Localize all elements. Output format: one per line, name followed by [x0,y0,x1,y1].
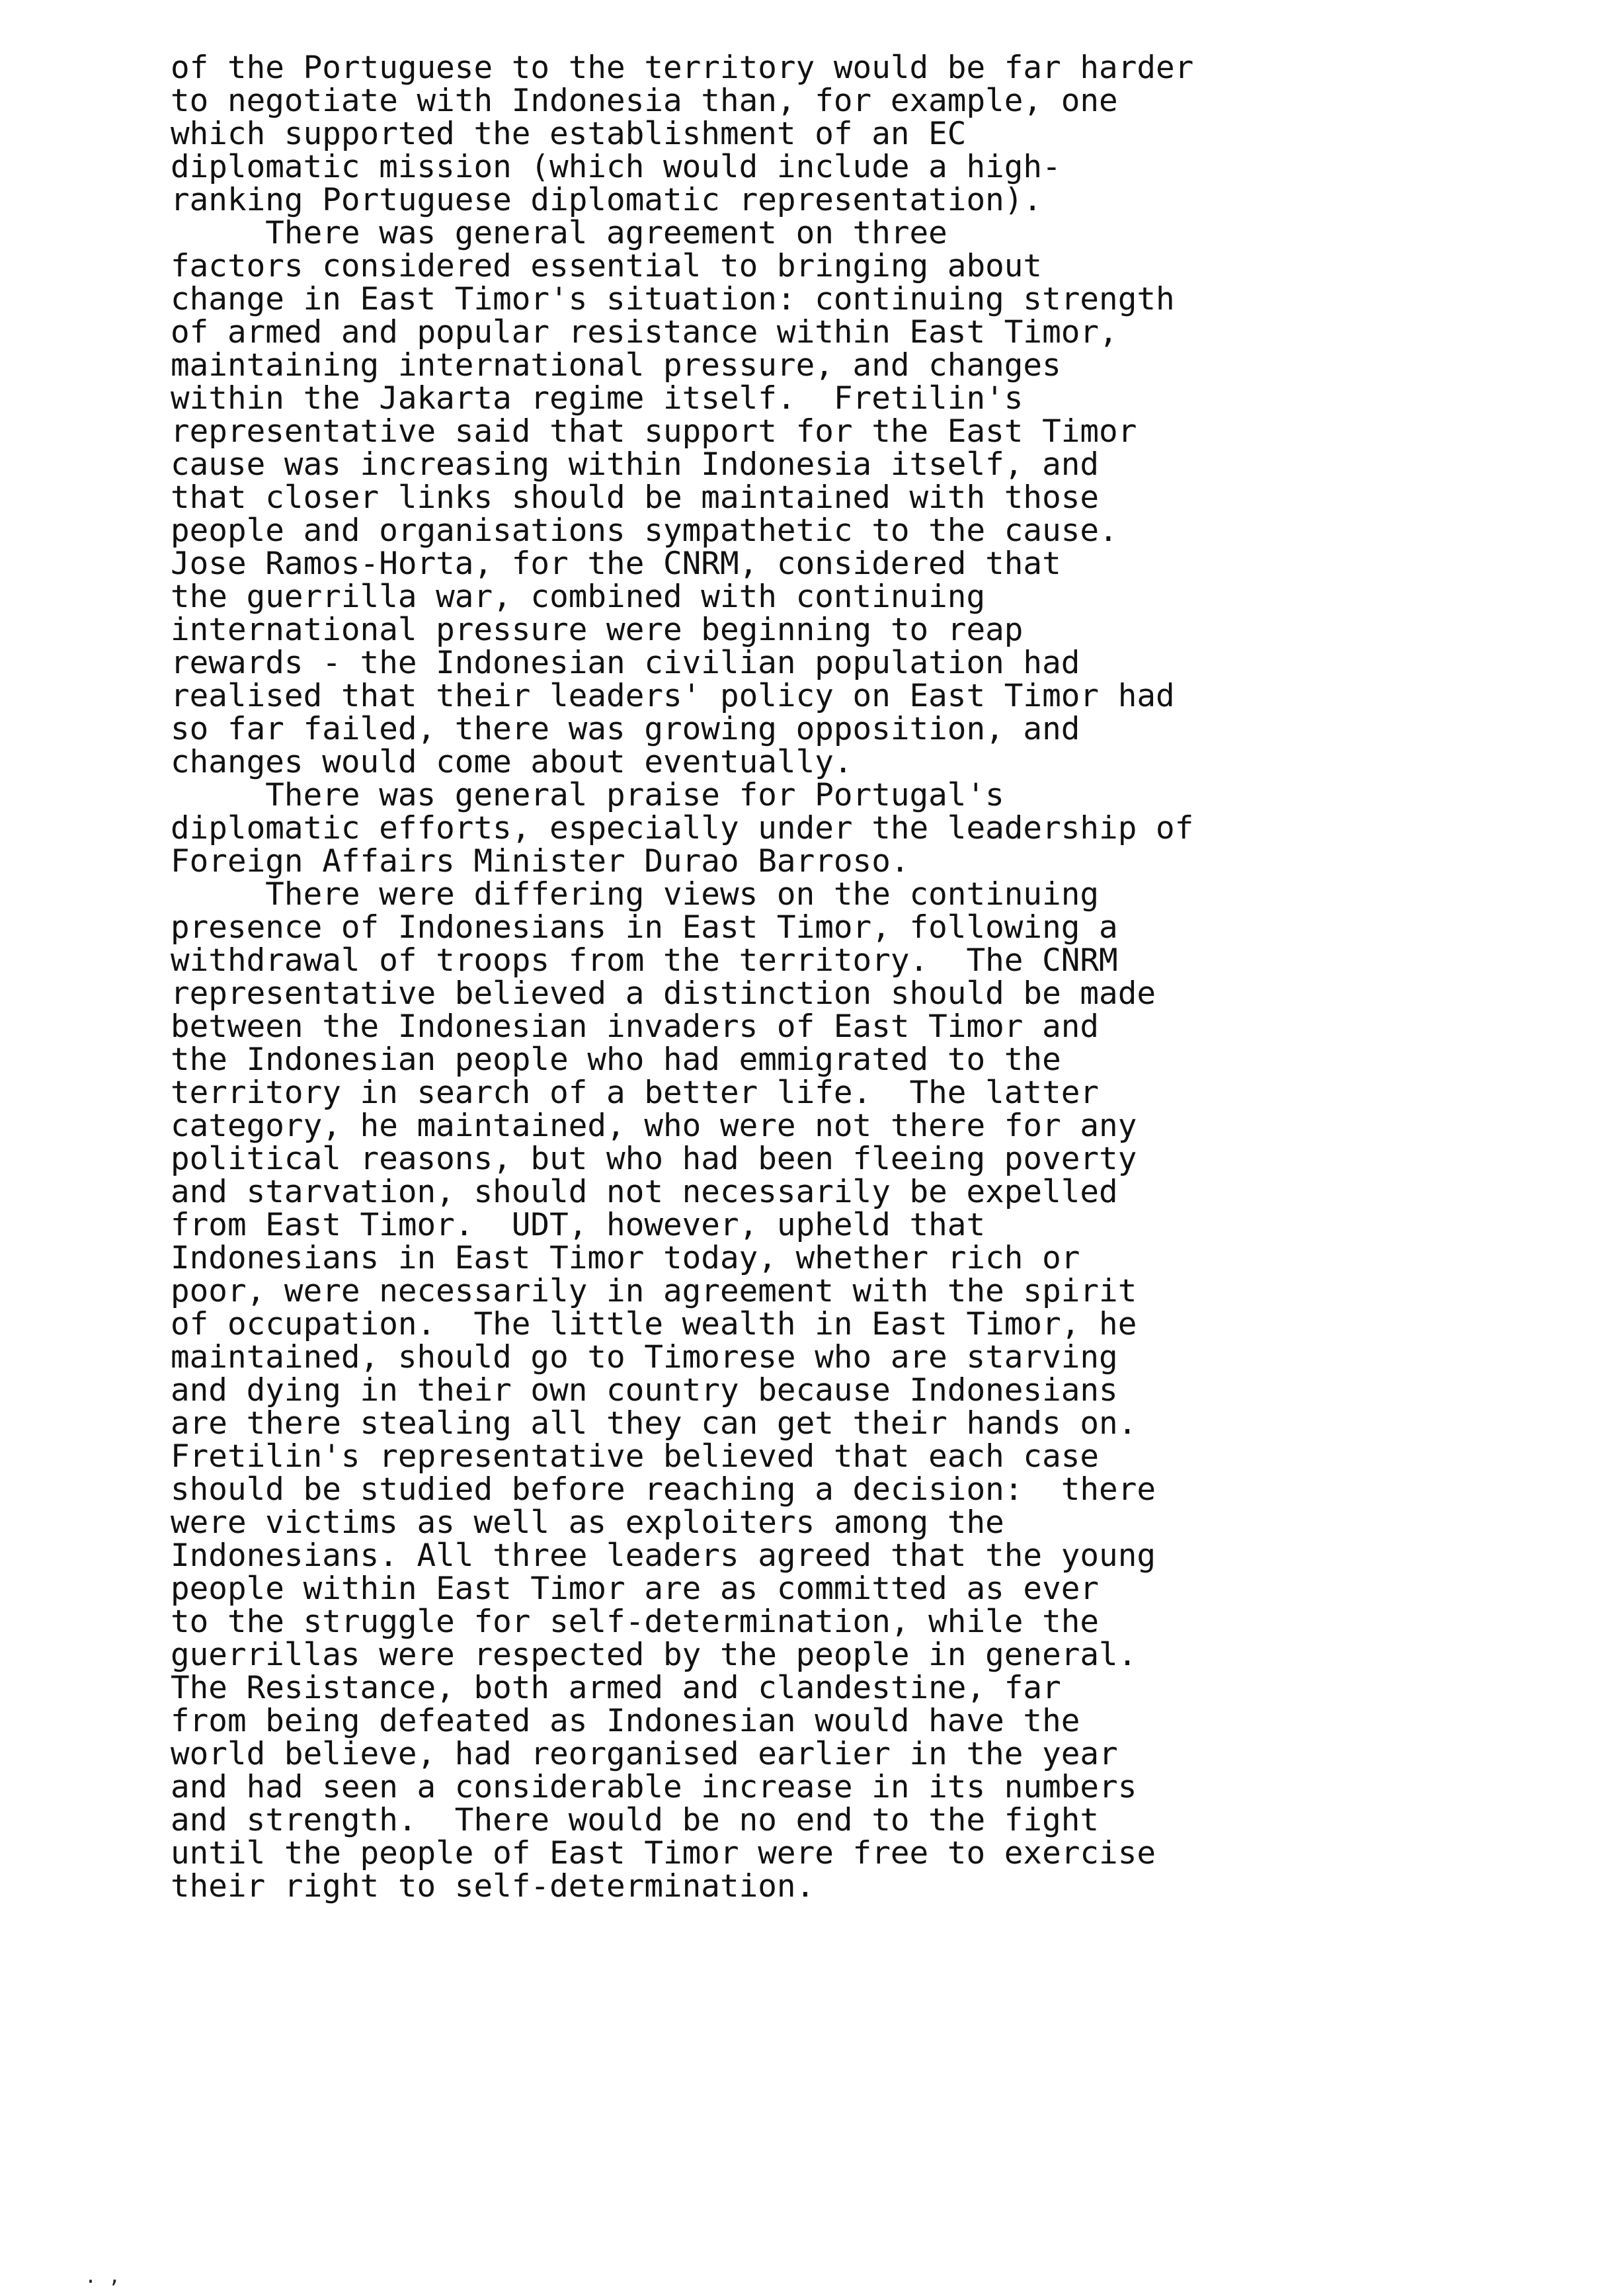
text-line: category, he maintained, who were not there for any [171,1108,1137,1144]
text-line: to the struggle for self-determination, while the [171,1604,1100,1640]
text-line: the guerrilla war, combined with continuing [171,579,986,615]
text-line: Foreign Affairs Minister Durao Barroso. [171,843,910,880]
text-line: from East Timor. UDT, however, upheld that [171,1207,986,1243]
text-line: of occupation. The little wealth in East Timor, he [171,1306,1137,1342]
text-line: There was general praise for Portugal's [171,777,1004,813]
text-line: so far failed, there was growing opposition, and [171,711,1080,747]
text-line: representative said that support for the East Timor [171,413,1137,450]
text-line: their right to self-determination. [171,1868,815,1905]
text-line: people within East Timor are as committed as ever [171,1571,1100,1607]
text-line: changes would come about eventually. [171,744,853,780]
document-body-text [171,52,1493,1903]
text-line: Fretilin's representative believed that each case [171,1438,1100,1475]
text-line: There were differing views on the continuing [171,876,1100,913]
text-line: should be studied before reaching a decision: there [171,1471,1156,1508]
text-line: and strength. There would be no end to the fight [171,1802,1100,1838]
text-line: international pressure were beginning to reap [171,612,1024,648]
text-line: factors considered essential to bringing about [171,248,1043,284]
text-line: of the Portuguese to the territory would be far harder [171,50,1194,86]
text-line: realised that their leaders' policy on East Timor had [171,678,1175,714]
text-line: cause was increasing within Indonesia itself, and [171,446,1100,483]
text-line: were victims as well as exploiters among the [171,1504,1004,1541]
text-line: world believe, had reorganised earlier in the year [171,1736,1118,1772]
text-line: presence of Indonesians in East Timor, following a [171,909,1118,946]
text-line: within the Jakarta regime itself. Fretilin's [171,380,1024,417]
text-line: of armed and popular resistance within East Timor, [171,314,1118,350]
text-line: maintaining international pressure, and changes [171,347,1061,384]
text-line: from being defeated as Indonesian would have the [171,1703,1080,1739]
text-line: between the Indonesian invaders of East Timor and [171,1008,1100,1045]
text-line: and starvation, should not necessarily be expelled [171,1174,1118,1210]
text-line: The Resistance, both armed and clandestine, far [171,1670,1061,1706]
text-line: the Indonesian people who had emmigrated to the [171,1042,1061,1078]
text-line: maintained, should go to Timorese who are starving [171,1339,1118,1375]
text-line: which supported the establishment of an EC [171,116,967,152]
text-line: poor, were necessarily in agreement with the spirit [171,1273,1137,1309]
text-line: are there stealing all they can get their hands on. [171,1405,1137,1442]
text-line: to negotiate with Indonesia than, for example, one [171,83,1118,119]
text-line: There was general agreement on three [171,215,947,251]
text-line: that closer links should be maintained with those [171,479,1100,516]
text-line: diplomatic mission (which would include a high- [171,149,1061,185]
text-line: change in East Timor's situation: continuing strength [171,281,1175,317]
text-line: representative believed a distinction should be made [171,975,1156,1012]
text-line: Indonesians in East Timor today, whether rich or [171,1240,1080,1276]
text-line: and dying in their own country because Indonesians [171,1372,1118,1409]
stray-mark: . , [85,2265,121,2288]
text-line: people and organisations sympathetic to the cause. [171,512,1118,549]
text-line: and had seen a considerable increase in its numbers [171,1769,1137,1805]
text-line: ranking Portuguese diplomatic representation). [171,182,1043,218]
text-line: guerrillas were respected by the people in general. [171,1637,1137,1673]
text-line: withdrawal of troops from the territory. The CNRM [171,942,1118,979]
text-line: territory in search of a better life. The latter [171,1075,1100,1111]
text-line: diplomatic efforts, especially under the leadership of [171,810,1194,846]
text-line: political reasons, but who had been fleeing poverty [171,1141,1137,1177]
text-line: Indonesians. All three leaders agreed that the young [171,1538,1156,1574]
text-line: rewards - the Indonesian civilian population had [171,645,1080,681]
text-line: until the people of East Timor were free to exercise [171,1835,1156,1871]
text-line: Jose Ramos-Horta, for the CNRM, considered that [171,546,1061,582]
